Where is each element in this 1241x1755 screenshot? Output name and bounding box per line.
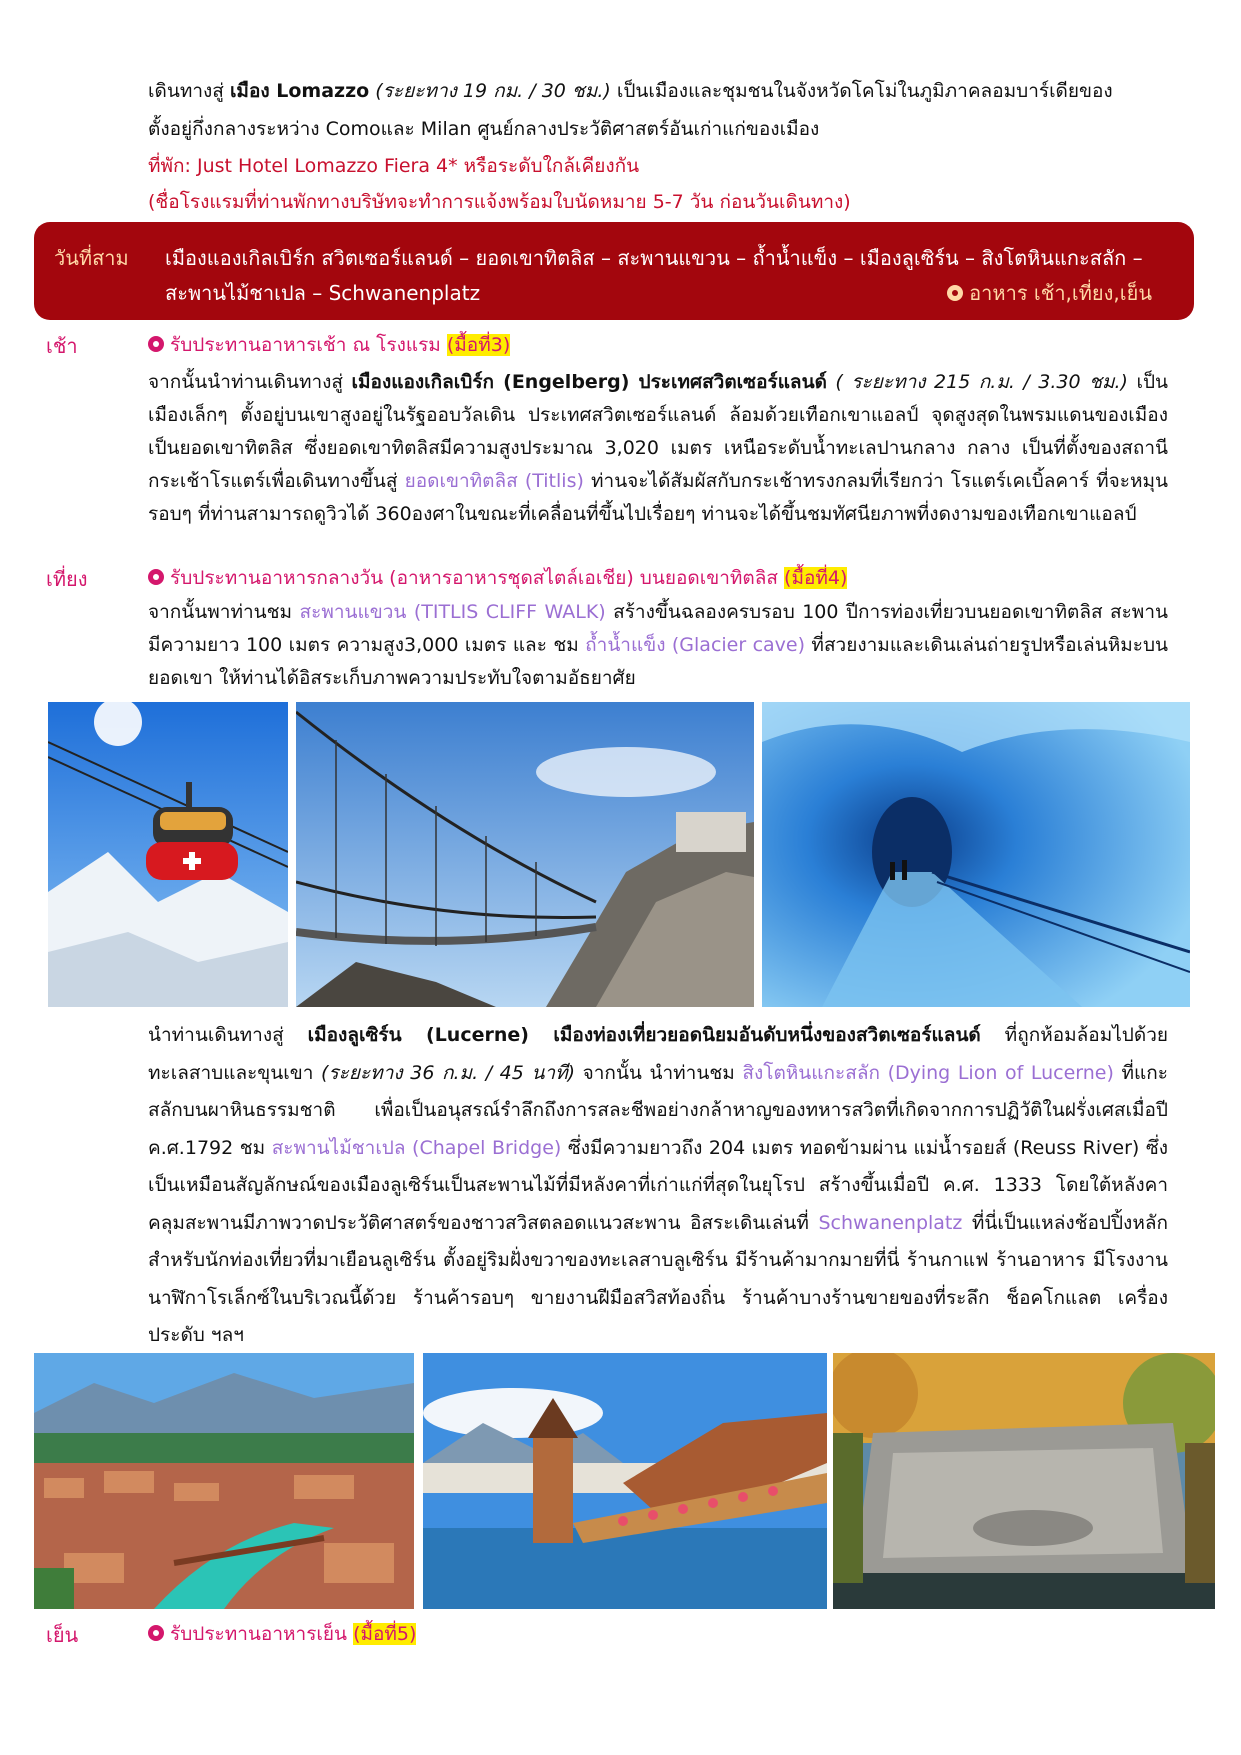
meals-text: อาหาร เช้า,เที่ยง,เย็น: [969, 281, 1152, 305]
evening-meal: [148, 1625, 416, 1644]
morning-meal: [148, 336, 510, 355]
meal-icon: [148, 336, 164, 352]
hotel-line: ที่พัก: Just Hotel Lomazzo Fiera 4* หรือระดับใกล้เคียงกัน: [148, 155, 640, 177]
evening-label: เย็น: [46, 1623, 79, 1647]
day-label: วันที่สาม: [54, 246, 129, 270]
noon-label: เที่ยง: [46, 567, 88, 591]
chapel-bridge-photo: [423, 1353, 827, 1609]
lion-monument-photo: [833, 1353, 1215, 1609]
route-line-2: สะพานไม้ชาเปล – Schwanenplatz: [165, 281, 481, 305]
meals-summary: [947, 277, 1152, 309]
intro-distance: (ระยะทาง 19 กม. / 30 ชม.): [369, 80, 611, 102]
intro-desc: เป็นเมืองและชุมชนในจังหวัดโคโม่ในภูมิภาคลอมบาร์เดียของ: [610, 80, 1113, 102]
intro-line-2: ตั้งอยู่กึ่งกลางระหว่าง Comoและ Milan ศูนย์กลางประวัติศาสตร์อันเก่าแก่ของเมือง: [148, 118, 820, 140]
cliff-walk-photo: [296, 702, 754, 1007]
meal-text: รับประทานอาหารเช้า ณ โรงแรม: [170, 334, 447, 356]
meal-number: (มื้อที่3): [446, 334, 511, 356]
meal-icon: [148, 1625, 164, 1641]
day-banner: [34, 222, 1194, 320]
noon-meal: [148, 569, 847, 588]
meal-number: (มื้อที่4): [784, 567, 848, 589]
cliff-walk-paragraph: จากนั้นพาท่านชม สะพานแขวน (TITLIS CLIFF WALK) สร้างขึ้นฉลองครบรอบ 100 ปีการท่องเที่ยวบนยอดเขาทิตลิส สะพานมีความยาว 100 เมตร ความสูง3,000 เมตร และ ชม ถ้ำน้ำแข็ง (Glacier cave) ที่สวยงามและเดินเล่นถ่ายรูปหรือเล่นหิมะบนยอดเขา ให้ท่านได้อิสระเก็บภาพความประทับใจตามอัธยาศัย: [148, 601, 1168, 689]
intro-line-1: [148, 82, 1113, 101]
lucerne-city-photo: [34, 1353, 414, 1609]
meal-text: รับประทานอาหารเย็น: [170, 1623, 354, 1645]
meal-icon: [148, 569, 164, 585]
lucerne-paragraph: นำท่านเดินทางสู่ เมืองลูเซิร์น (Lucerne) เมืองท่องเที่ยวยอดนิยมอันดับหนึ่งของสวิตเซอร์แลนด์ ที่ถูกห้อมล้อมไปด้วยทะเลสาบและขุนเขา (ระยะทาง 36 ก.ม. / 45 นาที) จากนั้น นำท่านชม สิงโตหินแกะสลัก (Dying Lion of Lucerne) ที่แกะสลักบนผาหินธรรมชาติ เพื่อเป็นอนุสรณ์รำลึกถึงการสละชีพอย่างกล้าหาญของทหารสวิตที่เกิดจากการปฏิวัติในฝรั่งเศสเมื่อปี ค.ศ.1792 ชม สะพานไม้ชาเปล (Chapel Bridge) ซึ่งมีความยาวถึง 204 เมตร ทอดข้ามผ่าน แม่น้ำรอยส์ (Reuss River) ซึ่งเป็นเหมือนสัญลักษณ์ของเมืองลูเซิร์นเป็นสะพานไม้ที่มีหลังคาที่เก่าแก่ที่สุดในยุโรป สร้างขึ้นเมื่อปี ค.ศ. 1333 โดยใต้หลังคาคลุมสะพานมีภาพวาดประวัติศาสตร์ของชาวสวิสตลอดแนวสะพาน อิสระเดินเล่นที่ Schwanenplatz ที่นี่เป็นแหล่งช้อปปิ้งหลักสำหรับนักท่องเที่ยวที่มาเยือนลูเซิร์น ตั้งอยู่ริมฝั่งขวาของทะเลสาบลูเซิร์น มีร้านค้ามากมายที่นี่ ร้านกาแฟ ร้านอาหาร มีโรงงานนาฬิกาโรเล็กซ์ในบริเวณนี้ด้วย ร้านค้ารอบๆ ขายงานฝีมือสวิสท้องถิ่น ร้านค้าบางร้านขายของที่ระลึก ช็อคโกแลต เครื่องประดับ ฯลฯ: [148, 1024, 1168, 1346]
morning-label: เช้า: [46, 334, 78, 358]
cable-car-photo: [48, 702, 288, 1007]
route-line-1: เมืองแองเกิลเบิร์ก สวิตเซอร์แลนด์ – ยอดเขาทิตลิส – สะพานแขวน – ถ้ำน้ำแข็ง – เมืองลูเซิร์น – สิงโตหินแกะสลัก –: [165, 246, 1143, 270]
meal-text: รับประทานอาหารกลางวัน (อาหารอาหารชุดสไตล์เอเชีย) บนยอดเขาทิตลิส: [170, 567, 785, 589]
intro-text: เดินทางสู่: [148, 80, 230, 102]
intro-city: เมือง Lomazzo: [229, 80, 370, 102]
meal-number: (มื้อที่5): [353, 1623, 417, 1645]
engelberg-paragraph: จากนั้นนำท่านเดินทางสู่ เมืองแองเกิลเบิร์ก (Engelberg) ประเทศสวิตเซอร์แลนด์ ( ระยะทาง 215 ก.ม. / 3.30 ชม.) เป็นเมืองเล็กๆ ตั้งอยู่บนเขาสูงอยู่ในรัฐออบวัลเดิน ประเทศสวิตเซอร์แลนด์ ล้อมด้วยเทือกเขาแอลป์ จุดสูงสุดในพรมแดนของเมืองเป็นยอดเขาทิตลิส ซึ่งยอดเขาทิตลิสมีความสูงประมาณ 3,020 เมตร เหนือระดับน้ำทะเลปานกลาง กลาง เป็นที่ตั้งของสถานีกระเช้าโรแตร์เพื่อเดินทางขึ้นสู่ ยอดเขาทิตลิส (Titlis) ท่านจะได้สัมผัสกับกระเช้าทรงกลมที่เรียกว่า โรแตร์เคเบิ้ลคาร์ ที่จะหมุนรอบๆ ที่ท่านสามารถดูวิวได้ 360องศาในขณะที่เคลื่อนที่ขึ้นไปเรื่อยๆ ท่านจะได้ขึ้นชมทัศนียภาพที่งดงามของเทือกเขาแอลป์: [148, 371, 1169, 525]
glacier-cave-photo: [762, 702, 1190, 1007]
hotel-note: (ชื่อโรงแรมที่ท่านพักทางบริษัทจะทำการแจ้งพร้อมใบนัดหมาย 5-7 วัน ก่อนวันเดินทาง): [148, 191, 851, 213]
meal-icon: [947, 285, 963, 301]
